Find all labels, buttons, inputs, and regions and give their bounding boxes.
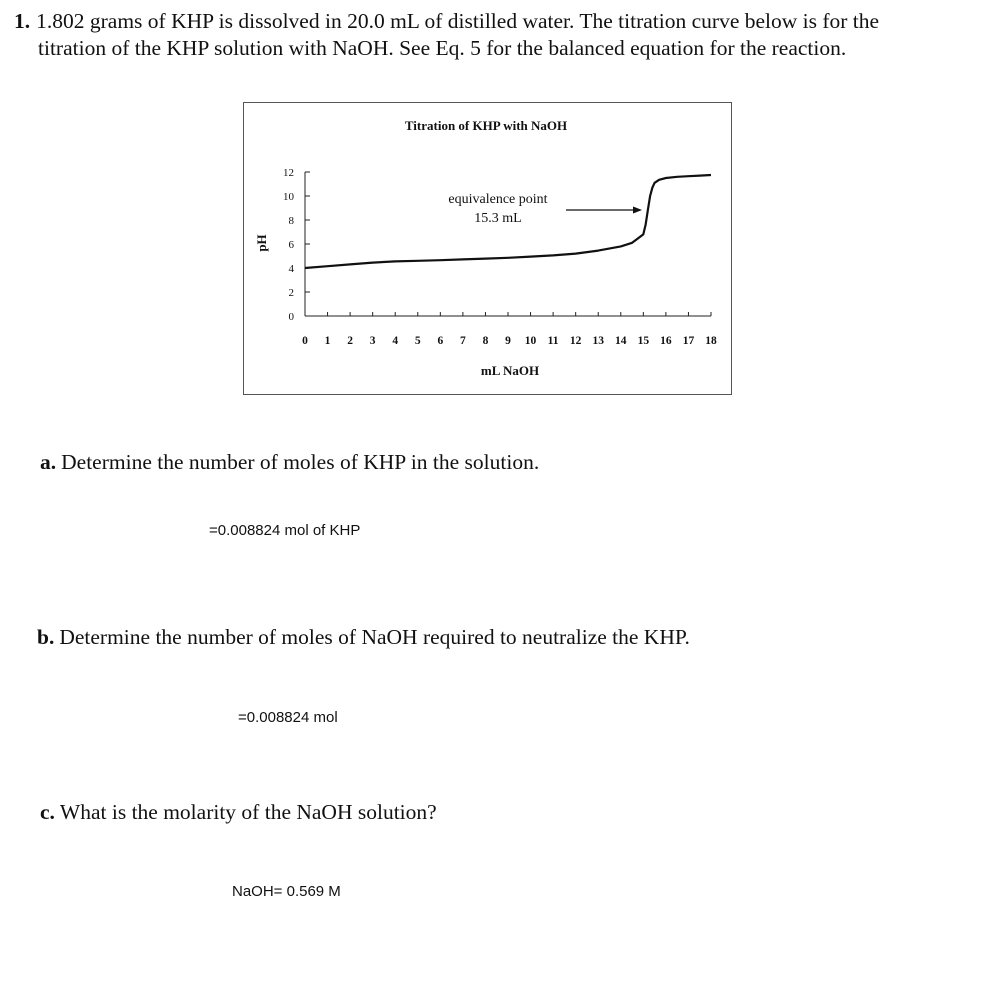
x-tick-label: 12 xyxy=(569,335,582,347)
y-tick-label: 2 xyxy=(288,287,294,299)
x-tick-label: 14 xyxy=(615,335,627,347)
y-tick-label: 10 xyxy=(283,191,294,203)
part-c-text: What is the molarity of the NaOH solution? xyxy=(59,800,437,824)
question-line-2: titration of the KHP solution with NaOH. See Eq. 5 for the balanced equation for the reaction. xyxy=(38,36,847,60)
y-tick-label: 8 xyxy=(288,215,294,227)
y-tick-label: 12 xyxy=(283,167,294,179)
part-c-answer: NaOH= 0.569 M xyxy=(232,883,341,900)
equivalence-point-label: equivalence point xyxy=(448,192,548,207)
y-tick-label: 6 xyxy=(288,239,294,251)
x-tick-label: 1 xyxy=(324,335,331,347)
part-b-letter: b. xyxy=(37,625,55,649)
part-a-letter: a. xyxy=(40,450,57,474)
x-tick-label: 17 xyxy=(682,335,695,347)
x-tick-label: 10 xyxy=(524,335,537,347)
part-a-answer: =0.008824 mol of KHP xyxy=(209,522,361,539)
part-b-answer: =0.008824 mol xyxy=(238,709,338,726)
chart-title: Titration of KHP with NaOH xyxy=(404,118,568,133)
chart-x-axis-label: mL NaOH xyxy=(480,363,540,378)
x-tick-label: 3 xyxy=(369,335,376,347)
y-tick-label: 4 xyxy=(288,263,294,275)
x-tick-label: 13 xyxy=(592,335,604,347)
x-tick-label: 18 xyxy=(705,335,717,347)
x-tick-label: 6 xyxy=(437,335,444,347)
question-intro xyxy=(14,8,976,62)
part-b-text: Determine the number of moles of NaOH required to neutralize the KHP. xyxy=(59,625,690,649)
x-tick-label: 2 xyxy=(347,335,353,347)
x-tick-label: 15 xyxy=(637,335,650,347)
x-tick-label: 11 xyxy=(547,335,559,347)
arrow-head-icon xyxy=(633,207,642,214)
question-number: 1. xyxy=(14,9,31,33)
chart-y-axis-label: pH xyxy=(254,234,269,252)
part-a-text: Determine the number of moles of KHP in the solution. xyxy=(61,450,540,474)
x-tick-label: 7 xyxy=(460,335,466,347)
titration-chart xyxy=(243,102,732,395)
x-tick-label: 8 xyxy=(482,335,489,347)
part-c-question xyxy=(40,799,437,825)
titration-chart-svg xyxy=(244,103,733,396)
x-tick-label: 5 xyxy=(414,335,421,347)
part-a-question xyxy=(40,449,539,475)
x-tick-label: 0 xyxy=(302,335,308,347)
x-tick-label: 9 xyxy=(505,335,511,347)
y-tick-label: 0 xyxy=(288,311,294,323)
x-tick-label: 4 xyxy=(392,335,399,347)
part-b-question xyxy=(37,624,690,650)
equivalence-point-volume: 15.3 mL xyxy=(474,211,522,226)
x-tick-label: 16 xyxy=(660,335,672,347)
question-line-1: 1.802 grams of KHP is dissolved in 20.0 mL of distilled water. The titration curve below is for the xyxy=(36,9,880,33)
part-c-letter: c. xyxy=(40,800,55,824)
